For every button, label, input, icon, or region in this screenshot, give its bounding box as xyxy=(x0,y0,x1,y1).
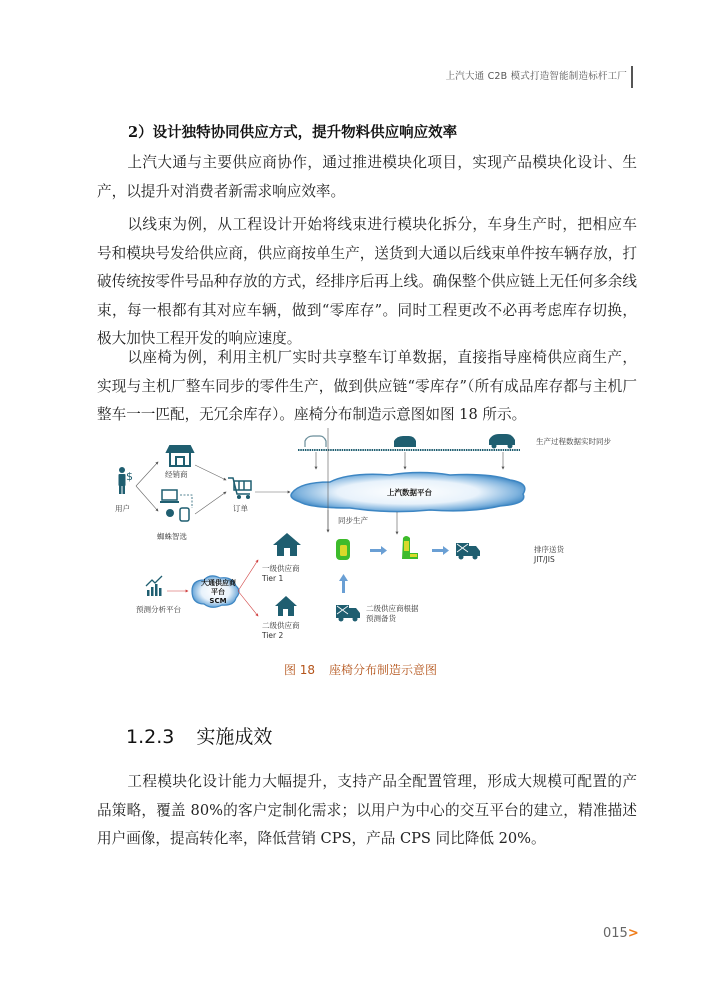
label-scm-line3: SCM xyxy=(209,597,227,605)
figure-number: 图 18 xyxy=(283,663,316,677)
label-tier2-stock-line1: 二级供应商根据 xyxy=(366,604,419,613)
label-tier1 xyxy=(262,564,300,584)
paragraph-text: 以座椅为例，利用主机厂实时共享整车订单数据，直接指导座椅供应商生产，实现与主机厂整车同步的零件生产，做到供应链“零库存”（所有成品库存都与主机厂整车一一匹配，无冗余库存）。座椅分布制造示意图如图 18 所示。 xyxy=(97,349,637,423)
page-arrow-icon: > xyxy=(627,926,639,941)
car-body-icon xyxy=(394,436,416,447)
label-jit-line2: JIT/JIS xyxy=(534,555,555,564)
paragraph xyxy=(97,149,637,206)
car-seat-icon xyxy=(402,536,418,559)
tier1-house-icon xyxy=(273,533,301,556)
shopping-cart-icon xyxy=(228,478,251,498)
section-title-text: 实施成效 xyxy=(196,726,273,748)
label-scm xyxy=(201,579,235,606)
label-spider-selection: 蜘蛛智选 xyxy=(157,532,187,541)
label-tier2-line1: 二级供应商 xyxy=(262,621,300,630)
section-heading xyxy=(126,722,272,749)
label-tier2-line2: Tier 2 xyxy=(262,631,284,640)
label-sync-production: 同步生产 xyxy=(338,516,368,525)
label-dealer: 经销商 xyxy=(165,470,188,479)
paragraph xyxy=(97,211,637,354)
car-body-outline-icon xyxy=(305,436,326,447)
label-scm-line2: 平台 xyxy=(211,588,225,596)
label-jit-delivery xyxy=(534,545,564,565)
label-forecast-platform: 预测分析平台 xyxy=(136,605,181,614)
flow-arrow-icon xyxy=(370,546,387,555)
label-tier1-line1: 一级供应商 xyxy=(262,564,300,573)
paragraph-text: 上汽大通与主要供应商协作，通过推进模块化项目，实现产品模块化设计、生产，以提升对消费者新需求响应效率。 xyxy=(97,154,637,200)
user-money-icon xyxy=(119,467,134,494)
label-order: 订单 xyxy=(233,504,248,513)
header-divider xyxy=(631,66,633,88)
car-complete-icon xyxy=(489,434,515,449)
store-icon xyxy=(167,446,193,466)
paragraph-text: 以线束为例，从工程设计开始将线束进行模块化拆分，车身生产时，把相应车号和模块号发给供应商，供应商按单生产，送货到大通以后线束单件按车辆存放，打破传统按零件号品种存放的方式，经排序后再上线。确保整个供应链上无任何多余线束，每一根都有其对应车辆，做到“零库存”。同时工程更改不必再考虑库存切换，极大加快工程开发的响应速度。 xyxy=(97,216,637,347)
seat-foam-icon xyxy=(336,539,350,560)
label-data-platform: 上汽数据平台 xyxy=(387,488,432,497)
growth-chart-icon xyxy=(146,576,162,596)
section-number: 1.2.3 xyxy=(126,726,175,748)
label-realtime-sync: 生产过程数据实时同步 xyxy=(536,437,611,446)
paragraph-text: 工程模块化设计能力大幅提升，支持产品全配置管理，形成大规模可配置的产品策略，覆盖 80%的客户定制化需求；以用户为中心的交互平台的建立，精准描述用户画像，提高转化率，降低营销 CPS，产品 CPS 同比降低 20%。 xyxy=(97,773,637,847)
label-user: 用户 xyxy=(115,504,130,513)
paragraph xyxy=(97,768,637,854)
running-title: 上汽大通 C2B 模式打造智能制造标杆工厂 xyxy=(445,71,627,82)
seat-distribution-diagram xyxy=(100,428,630,650)
label-tier2 xyxy=(262,621,300,641)
delivery-truck-icon xyxy=(456,543,480,560)
figure-caption-text: 座椅分布制造示意图 xyxy=(329,663,438,677)
label-jit-line1: 排序送货 xyxy=(534,545,564,554)
subheading: 2）设计独特协同供应方式，提升物料供应响应效率 xyxy=(128,124,458,141)
page-number-value: 015 xyxy=(603,926,628,941)
label-tier1-line2: Tier 1 xyxy=(262,574,284,583)
devices-icon xyxy=(160,490,192,521)
label-scm-line1: 大通供应商 xyxy=(201,579,236,587)
tier2-house-icon xyxy=(275,596,297,616)
svg-text:$: $ xyxy=(126,470,133,483)
paragraph xyxy=(97,344,637,430)
page-number xyxy=(603,926,639,941)
flow-arrow-up-icon xyxy=(339,574,348,593)
figure-caption xyxy=(0,661,721,678)
delivery-truck-icon xyxy=(336,605,360,622)
flow-arrow-icon xyxy=(432,546,449,555)
label-tier2-stock-line2: 预测备货 xyxy=(366,614,396,623)
label-tier2-stock xyxy=(366,604,419,624)
